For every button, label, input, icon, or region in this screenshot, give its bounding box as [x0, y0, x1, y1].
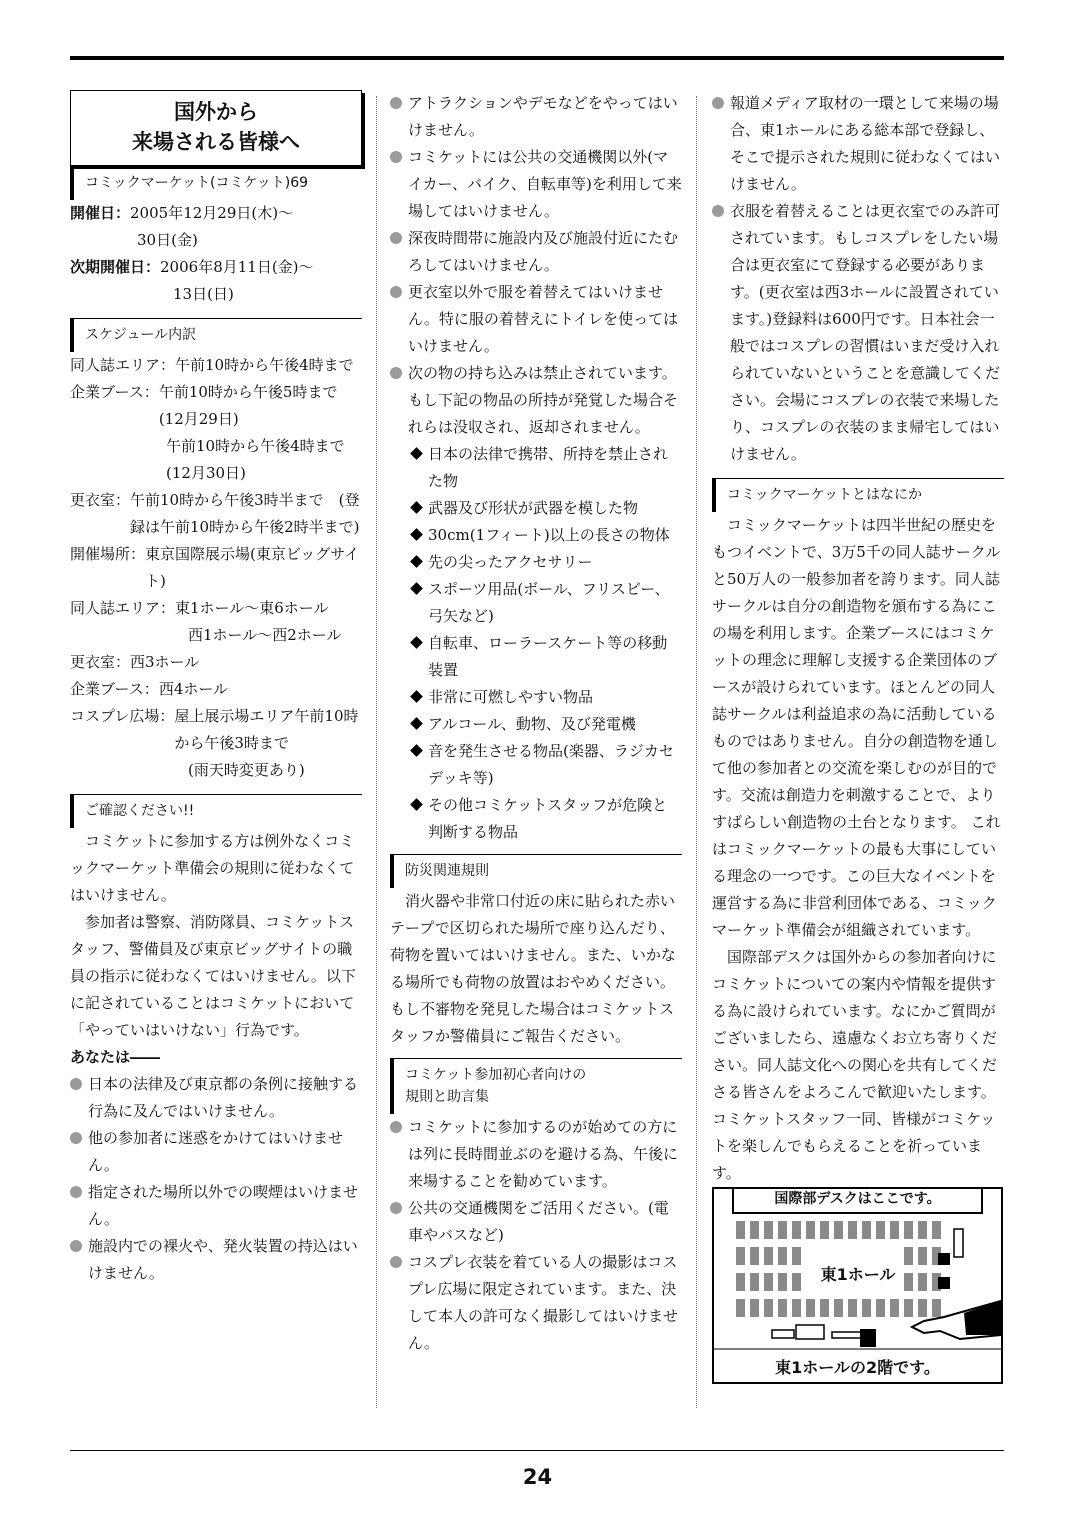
booth-block — [778, 1273, 787, 1291]
booth-block — [904, 1273, 913, 1291]
booth-block — [904, 1221, 913, 1239]
prohibited-item: スポーツ用品(ボール、フリスビー、弓矢など) — [390, 576, 682, 630]
rule-item: 指定された場所以外での喫煙はいけません。 — [70, 1179, 362, 1233]
rule-item: アトラクションやデモなどをやってはいけません。 — [390, 90, 682, 144]
desk-location-marker — [860, 1329, 876, 1347]
diamond-bullet-icon — [410, 582, 423, 595]
booth-block — [736, 1273, 745, 1291]
booth-block — [764, 1247, 773, 1265]
booth-block — [736, 1221, 745, 1239]
booth-block — [750, 1273, 759, 1291]
diamond-bullet-icon — [410, 690, 423, 703]
column-divider — [376, 96, 377, 1408]
map-title: 国際部デスクはここです。 — [732, 1187, 983, 1214]
booth-block — [806, 1221, 815, 1239]
prohibited-item: 非常に可燃しやすい物品 — [390, 684, 682, 711]
diamond-bullet-icon — [410, 528, 423, 541]
booth-block — [848, 1221, 857, 1239]
booth-block — [904, 1247, 913, 1265]
prohibited-item: 日本の法律で携帯、所持を禁止された物 — [390, 441, 682, 495]
column-divider — [696, 96, 697, 1408]
booth-block — [778, 1299, 787, 1317]
diamond-bullet-icon — [410, 798, 423, 811]
bullet-dot-icon — [390, 367, 402, 379]
column-1 — [70, 90, 362, 1287]
top-rule — [70, 56, 1004, 60]
schedule-row: 同人誌エリア： 午前10時から午後4時まで — [70, 356, 354, 374]
schedule-row: 更衣室： 西3ホール — [70, 653, 200, 671]
booth-block — [862, 1299, 871, 1317]
beginners-heading: コミケット参加初心者向けの 規則と助言集 — [390, 1058, 682, 1114]
schedule-row: 午前10時から午後4時まで(12月30日) — [166, 437, 345, 482]
date-value: 30日(金) — [137, 231, 198, 249]
desk-marker — [938, 1253, 950, 1265]
prohibited-item: 先の尖ったアクセサリー — [390, 549, 682, 576]
event-heading: コミックマーケット(コミケット)69 — [70, 166, 362, 200]
booth-block — [890, 1221, 899, 1239]
about-paragraph: 国際部デスクは国外からの参加者向けにコミケットについての案内や情報を提供する為に設けられています。なにかご質問がございましたら、遠慮なくお立ち寄りください。同人誌文化への関心を共有してくださる皆さんをよろこんで歓迎いたします。コミケットスタッフ一同、皆様がコミケットを楽しんでもらえることを祈っています。 — [712, 948, 998, 1182]
prohibited-item: 自転車、ローラースケート等の移動装置 — [390, 630, 682, 684]
schedule-list — [70, 352, 362, 784]
booth-block — [932, 1221, 941, 1239]
bullet-dot-icon — [390, 1121, 402, 1133]
booth-block — [764, 1299, 773, 1317]
bullet-dot-icon — [70, 1186, 82, 1198]
column-2 — [390, 90, 682, 1357]
diamond-bullet-icon — [410, 447, 423, 460]
rule-item: 更衣室以外で服を着替えてはいけません。特に服の着替えにトイレを使ってはいけません。 — [390, 279, 682, 360]
booth-block — [750, 1247, 759, 1265]
diamond-bullet-icon — [410, 717, 423, 730]
title-line-2: 来場される皆様へ — [132, 130, 300, 154]
next-event-date — [70, 254, 362, 308]
booth-block — [792, 1247, 801, 1265]
booth-block — [806, 1299, 815, 1317]
date-value: 13日(日) — [173, 285, 234, 303]
booth-block — [918, 1247, 927, 1265]
schedule-row: 更衣室： 午前10時から午後3時半まで (登録は午前10時から午後2時半まで) — [70, 491, 360, 536]
rule-item: 他の参加者に迷惑をかけてはいけません。 — [70, 1125, 362, 1179]
date-value: 2006年8月11日(金)～ — [160, 258, 314, 276]
bullet-dot-icon — [390, 232, 402, 244]
schedule-row: 開催場所： 東京国際展示場(東京ビッグサイト) — [70, 545, 360, 590]
tip-item: コスプレ衣装を着ている人の撮影はコスプレ広場に限定されています。また、決して本人の許可なく撮影してはいけません。 — [390, 1249, 682, 1357]
schedule-row: (雨天時変更あり) — [188, 761, 305, 779]
booth-block — [918, 1221, 927, 1239]
prohibited-item: その他コミケットスタッフが危険と判断する物品 — [390, 792, 682, 846]
page-number: 24 — [522, 1465, 553, 1489]
schedule-row: 西1ホール～西2ホール — [188, 626, 342, 644]
schedule-row: 同人誌エリア： 東1ホール～東6ホール — [70, 599, 329, 617]
booth-block — [750, 1221, 759, 1239]
bullet-dot-icon — [390, 1256, 402, 1268]
booth-block — [890, 1299, 899, 1317]
date-value: 2005年12月29日(木)～ — [130, 204, 294, 222]
booth-block — [736, 1247, 745, 1265]
booth-block — [764, 1273, 773, 1291]
booth-block — [876, 1299, 885, 1317]
booth-block — [736, 1299, 745, 1317]
prohibited-item: アルコール、動物、及び発電機 — [390, 711, 682, 738]
booth-block — [876, 1221, 885, 1239]
map-caption: 東1ホールの2階です。 — [775, 1358, 940, 1377]
bullet-dot-icon — [390, 286, 402, 298]
bullet-dot-icon — [390, 1202, 402, 1214]
schedule-heading: スケジュール内訳 — [70, 318, 362, 352]
about-heading: コミックマーケットとはなにか — [712, 478, 1004, 512]
rule-item: 日本の法律及び東京都の条例に接触する行為に及んではいけません。 — [70, 1071, 362, 1125]
disaster-paragraph: 消火器や非常口付近の床に貼られた赤いテープで区切られた場所で座り込んだり、荷物を置いてはいけません。また、いかなる場所でも荷物の放置はおやめください。もし不審物を発見した場合はコミケットスタッフか警備員にご報告ください。 — [390, 892, 676, 1045]
booth-block — [918, 1299, 927, 1317]
booth-block — [792, 1299, 801, 1317]
diamond-bullet-icon — [410, 555, 423, 568]
stair-marker — [954, 1229, 963, 1257]
diamond-bullet-icon — [410, 744, 423, 757]
diamond-bullet-icon — [410, 636, 423, 649]
bullet-dot-icon — [712, 205, 724, 217]
booth-block — [792, 1273, 801, 1291]
booth-block — [862, 1221, 871, 1239]
booth-block — [848, 1299, 857, 1317]
confirm-paragraph: コミケットに参加する方は例外なくコミックマーケット準備会の規則に従わなくてはいけません。 — [70, 832, 355, 904]
booth-block — [792, 1221, 801, 1239]
booth-block — [778, 1247, 787, 1265]
tip-item: 報道メディア取材の一環として来場の場合、東1ホールにある総本部で登録し、そこで提示された規則に従わなくてはいけません。 — [712, 90, 1004, 198]
date-label: 次期開催日： — [70, 258, 161, 276]
booth-block — [904, 1299, 913, 1317]
hall-label: 東1ホール — [812, 1264, 904, 1286]
confirm-paragraph: 参加者は警察、消防隊員、コミケットスタッフ、警備員及び東京ビッグサイトの職員の指示に従わなくてはいけません。以下に記されていることはコミケットにおいて「やっていはいけない」行為です。 — [70, 913, 356, 1039]
prohibited-item: 武器及び形状が武器を模した物 — [390, 495, 682, 522]
tip-item: 衣服を着替えることは更衣室でのみ許可されています。もしコスプレをしたい場合は更衣室にて登録する必要があります。(更衣室は西3ホールに設置されています。)登録料は600円です。日本社会一般ではコスプレの習慣はいまだ受け入れられていないということを意識してください。会場にコスプレの衣装で来場したり、コスプレの衣装のまま帰宅してはいけません。 — [712, 198, 1004, 468]
entrance-marker — [772, 1330, 794, 1338]
booth-block — [820, 1221, 829, 1239]
booth-block — [764, 1221, 773, 1239]
booth-block — [778, 1221, 787, 1239]
bullet-dot-icon — [390, 151, 402, 163]
booth-block — [750, 1299, 759, 1317]
booth-block — [834, 1221, 843, 1239]
booth-block — [820, 1299, 829, 1317]
entrance-marker — [796, 1325, 824, 1339]
about-paragraph: コミックマーケットは四半世紀の歴史をもつイベントで、3万5千の同人誌サークルと50万人の一般参加者を誇ります。同人誌サークルは自分の創造物を頒布する為にこの場を利用します。企業ブースにはコミケットの理念に理解し支援する企業団体のブースが設けられています。ほとんどの同人誌サークルは利益追求の為に活動しているものではありません。自分の創造物を通して他の参加者との交流を楽しむのが目的です。交流は創造力を刺激することで、よりすばらしい創造物の土台となります。 これはコミックマーケットの最も大事にしている理念の一つです。この巨大なイベントを運営する為に非営利団体である、コミックマーケット準備会が組織されています。 — [712, 516, 1001, 939]
rule-item: 施設内での裸火や、発火装置の持込はいけません。 — [70, 1233, 362, 1287]
page-title — [70, 90, 362, 166]
rule-item: コミケットには公共の交通機関以外(マイカー、バイク、自転車等)を利用して来場してはいけません。 — [390, 144, 682, 225]
bullet-dot-icon — [712, 97, 724, 109]
prohibited-item: 30cm(1フィート)以上の長さの物体 — [390, 522, 682, 549]
rule-item: 深夜時間帯に施設内及び施設付近にたむろしてはいけません。 — [390, 225, 682, 279]
confirm-lead: あなたは―― — [70, 1048, 161, 1066]
rule-item: 次の物の持ち込みは禁止されています。もし下記の物品の所持が発覚した場合それらは没収され、返却されません。 — [390, 360, 682, 441]
prohibited-item: 音を発生させる物品(楽器、ラジカセデッキ等) — [390, 738, 682, 792]
location-map — [712, 1187, 1003, 1384]
schedule-row: 企業ブース： 西4ホール — [70, 680, 229, 698]
bottom-rule — [70, 1450, 1004, 1451]
bullet-dot-icon — [70, 1132, 82, 1144]
column-3 — [712, 90, 1004, 1384]
bullet-dot-icon — [70, 1240, 82, 1252]
schedule-row: コスプレ広場： 屋上展示場エリア午前10時から午後3時まで — [70, 707, 359, 752]
confirm-heading: ご確認ください!! — [70, 794, 362, 828]
bullet-dot-icon — [70, 1078, 82, 1090]
diamond-bullet-icon — [410, 501, 423, 514]
tip-item: コミケットに参加するのが始めての方には列に長時間並ぶのを避ける為、午後に来場することを勧めています。 — [390, 1114, 682, 1195]
desk-marker — [938, 1277, 950, 1289]
event-date — [70, 200, 362, 254]
disaster-heading: 防災関連規則 — [390, 854, 682, 888]
schedule-row: 企業ブース： 午前10時から午後5時まで(12月29日) — [70, 383, 338, 428]
booth-block — [834, 1299, 843, 1317]
title-line-1: 国外から — [174, 100, 258, 124]
tip-item: 公共の交通機関をご活用ください。(電車やバスなど) — [390, 1195, 682, 1249]
booth-block — [918, 1273, 927, 1291]
booth-block — [932, 1299, 941, 1317]
bullet-dot-icon — [390, 97, 402, 109]
date-label: 開催日： — [70, 204, 131, 222]
